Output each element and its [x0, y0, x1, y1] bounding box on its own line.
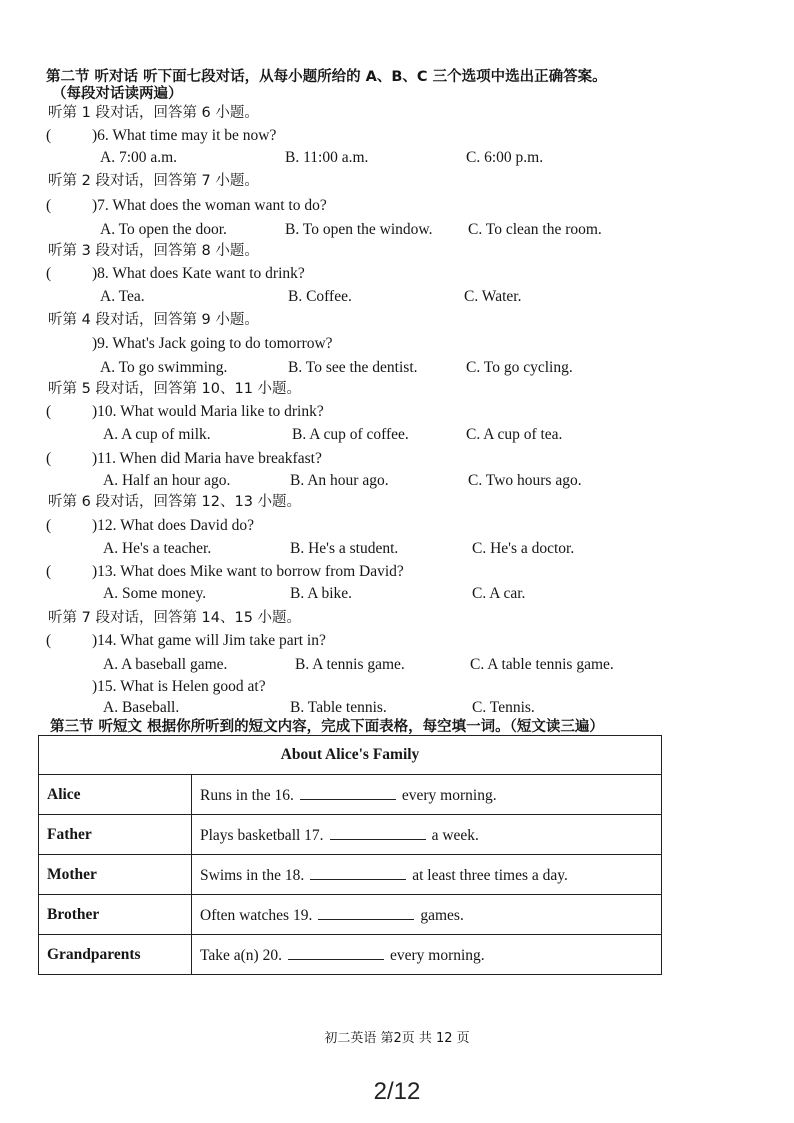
option-a: A. Half an hour ago.	[103, 472, 231, 489]
row-content	[192, 855, 662, 895]
row-label: Father	[39, 815, 192, 855]
answer-blank-20[interactable]	[288, 945, 384, 960]
question-stem	[46, 196, 327, 216]
option-a: A. A cup of milk.	[103, 426, 211, 443]
dialogue-instruction: 听第 4 段对话，回答第 9 小题。	[48, 312, 259, 328]
dialogue-instruction: 听第 1 段对话，回答第 6 小题。	[48, 105, 259, 121]
row-text-after: every morning.	[389, 946, 485, 964]
option-c: C. 6:00 p.m.	[466, 149, 544, 166]
option-b: B. A bike.	[290, 585, 353, 602]
option-a: A. Some money.	[103, 585, 207, 602]
row-content	[192, 775, 662, 815]
answer-blank-19[interactable]	[318, 905, 414, 920]
row-label: Mother	[39, 855, 192, 895]
dialogue-instruction: 听第 7 段对话，回答第 14、15 小题。	[48, 610, 302, 626]
family-table	[38, 735, 662, 975]
answer-bracket[interactable]: (	[46, 517, 52, 534]
dialogue-instruction: 听第 6 段对话，回答第 12、13 小题。	[48, 494, 302, 510]
option-c: C. Two hours ago.	[468, 472, 582, 489]
row-content	[192, 895, 662, 935]
table-row	[39, 775, 662, 815]
answer-bracket[interactable]: (	[46, 450, 52, 467]
option-a: A. To open the door.	[100, 221, 227, 238]
option-c: C. To clean the room.	[468, 221, 602, 238]
question-stem	[46, 334, 333, 354]
table-header: About Alice's Family	[39, 736, 662, 775]
option-c: C. Water.	[464, 288, 522, 305]
option-c: C. A car.	[472, 585, 526, 602]
question-stem	[46, 677, 266, 697]
option-b: B. To see the dentist.	[288, 359, 418, 376]
row-content	[192, 935, 662, 975]
row-text-after: every morning.	[401, 786, 497, 804]
row-text-before: Plays basketball 17.	[200, 826, 324, 844]
option-b: B. An hour ago.	[290, 472, 389, 489]
section2-title: 第二节 听对话 听下面七段对话，从每小题所给的 A、B、C 三个选项中选出正确答案。	[46, 69, 607, 85]
option-a: A. To go swimming.	[100, 359, 228, 376]
option-c: C. He's a doctor.	[472, 540, 575, 557]
option-c: C. A table tennis game.	[470, 656, 614, 673]
answer-blank-18[interactable]	[310, 865, 406, 880]
table-row	[39, 815, 662, 855]
option-a: A. Baseball.	[103, 699, 180, 716]
page-counter: 2/12	[373, 1078, 421, 1105]
table-row	[39, 855, 662, 895]
row-text-before: Swims in the 18.	[200, 866, 305, 884]
row-text-before: Often watches 19.	[200, 906, 313, 924]
question-text: )7. What does the woman want to do?	[92, 197, 327, 214]
row-text-after: at least three times a day.	[412, 866, 568, 884]
question-stem	[46, 562, 404, 582]
question-stem	[46, 449, 322, 469]
question-text: )14. What game will Jim take part in?	[92, 632, 326, 649]
answer-blank-17[interactable]	[330, 825, 426, 840]
question-stem	[46, 631, 326, 651]
table-row	[39, 935, 662, 975]
option-c: C. Tennis.	[472, 699, 535, 716]
question-text: )10. What would Maria like to drink?	[92, 403, 324, 420]
option-a: A. Tea.	[100, 288, 145, 305]
row-text-before: Take a(n) 20.	[200, 946, 282, 964]
question-text: )8. What does Kate want to drink?	[92, 265, 305, 282]
row-text-after: games.	[420, 906, 464, 924]
dialogue-instruction: 听第 3 段对话，回答第 8 小题。	[48, 243, 259, 259]
question-stem	[46, 126, 276, 146]
answer-blank-16[interactable]	[300, 785, 396, 800]
question-text: )6. What time may it be now?	[92, 127, 277, 144]
table-row	[39, 895, 662, 935]
option-b: B. Table tennis.	[290, 699, 387, 716]
question-text: )15. What is Helen good at?	[92, 678, 266, 695]
option-b: B. To open the window.	[285, 221, 433, 238]
question-stem	[46, 264, 305, 284]
option-b: B. A tennis game.	[295, 656, 405, 673]
section2-note: （每段对话读两遍）	[52, 86, 183, 102]
option-a: A. 7:00 a.m.	[100, 149, 178, 166]
row-label: Grandparents	[39, 935, 192, 975]
section3-title: 第三节 听短文 根据你所听到的短文内容，完成下面表格，每空填一词。（短文读三遍）	[50, 719, 604, 735]
dialogue-instruction: 听第 5 段对话，回答第 10、11 小题。	[48, 381, 302, 397]
question-text: )13. What does Mike want to borrow from David?	[92, 563, 404, 580]
question-text: )9. What's Jack going to do tomorrow?	[92, 335, 333, 352]
row-label: Alice	[39, 775, 192, 815]
question-stem	[46, 402, 324, 422]
question-text: )11. When did Maria have breakfast?	[92, 450, 322, 467]
option-b: B. 11:00 a.m.	[285, 149, 369, 166]
option-c: C. To go cycling.	[466, 359, 573, 376]
dialogue-instruction: 听第 2 段对话，回答第 7 小题。	[48, 173, 259, 189]
answer-bracket[interactable]: (	[46, 197, 52, 214]
answer-bracket[interactable]: (	[46, 632, 52, 649]
answer-bracket[interactable]: (	[46, 563, 52, 580]
row-text-after: a week.	[431, 826, 479, 844]
question-stem	[46, 516, 254, 536]
answer-bracket[interactable]: (	[46, 265, 52, 282]
row-text-before: Runs in the 16.	[200, 786, 294, 804]
answer-bracket[interactable]: (	[46, 403, 52, 420]
page-footer: 初二英语 第2页 共 12 页	[324, 1031, 470, 1046]
option-b: B. He's a student.	[290, 540, 399, 557]
option-b: B. A cup of coffee.	[292, 426, 409, 443]
row-content	[192, 815, 662, 855]
option-b: B. Coffee.	[288, 288, 352, 305]
option-a: A. A baseball game.	[103, 656, 228, 673]
option-a: A. He's a teacher.	[103, 540, 212, 557]
answer-bracket[interactable]: (	[46, 127, 52, 144]
row-label: Brother	[39, 895, 192, 935]
question-text: )12. What does David do?	[92, 517, 254, 534]
option-c: C. A cup of tea.	[466, 426, 563, 443]
